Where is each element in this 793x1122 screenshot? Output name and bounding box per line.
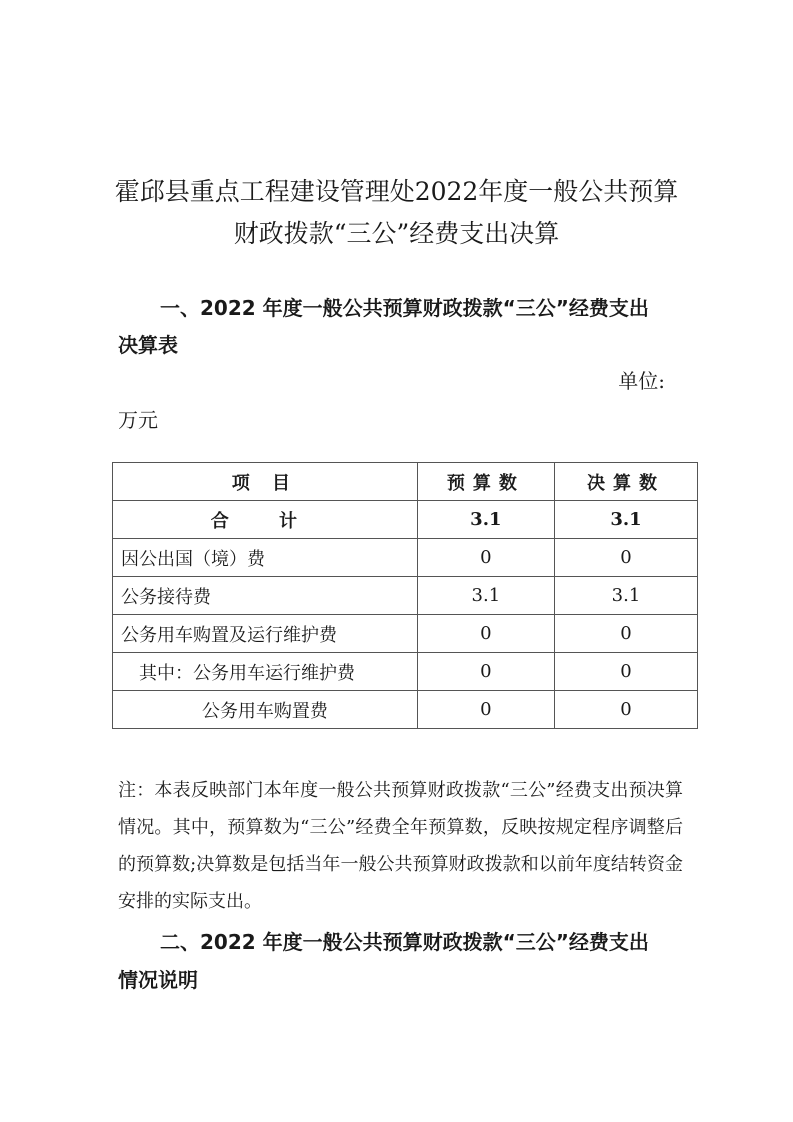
row-final: 3.1 [555, 501, 698, 539]
row-item: 因公出国（境）费 [113, 539, 418, 577]
row-budget: 3.1 [417, 501, 554, 539]
document-title-line1: 霍邱县重点工程建设管理处2022年度一般公共预算 [114, 177, 679, 206]
row-final: 3.1 [555, 577, 698, 615]
row-budget: 0 [417, 615, 554, 653]
expense-table [112, 462, 698, 729]
table-row [113, 653, 698, 691]
row-item: 公务用车购置及运行维护费 [113, 615, 418, 653]
table-row [113, 691, 698, 729]
section1-heading-line1: 一、2022 年度一般公共预算财政拨款“三公”经费支出 [160, 296, 649, 320]
header-final: 决算数 [555, 463, 698, 501]
row-budget: 0 [417, 539, 554, 577]
row-item: 公务用车购置费 [113, 691, 418, 729]
row-final: 0 [555, 615, 698, 653]
header-budget: 预算数 [417, 463, 554, 501]
header-item: 项 目 [113, 463, 418, 501]
row-final: 0 [555, 653, 698, 691]
row-budget: 3.1 [417, 577, 554, 615]
unit-value: 万元 [118, 408, 158, 432]
table-note: 注：本表反映部门本年度一般公共预算财政拨款“三公”经费支出预决算情况。其中，预算数为“三公”经费全年预算数，反映按规定程序调整后的预算数;决算数是包括当年一般公共预算财政拨款和以前年度结转资金安排的实际支出。 [118, 780, 683, 912]
row-final: 0 [555, 539, 698, 577]
table-row [113, 615, 698, 653]
row-item: 其中：公务用车运行维护费 [113, 653, 418, 691]
row-budget: 0 [417, 653, 554, 691]
section1-heading-line2: 决算表 [118, 333, 178, 357]
row-item: 合 计 [113, 501, 418, 539]
document-title-line2: 财政拨款“三公”经费支出决算 [233, 219, 560, 248]
table-row [113, 577, 698, 615]
unit-label: 单位: [618, 369, 665, 393]
table-row [113, 539, 698, 577]
row-budget: 0 [417, 691, 554, 729]
table-header-row [113, 463, 698, 501]
row-item: 公务接待费 [113, 577, 418, 615]
section2-heading-line1: 二、2022 年度一般公共预算财政拨款“三公”经费支出 [160, 930, 649, 954]
row-final: 0 [555, 691, 698, 729]
table-row-total [113, 501, 698, 539]
section2-heading-line2: 情况说明 [118, 968, 198, 992]
